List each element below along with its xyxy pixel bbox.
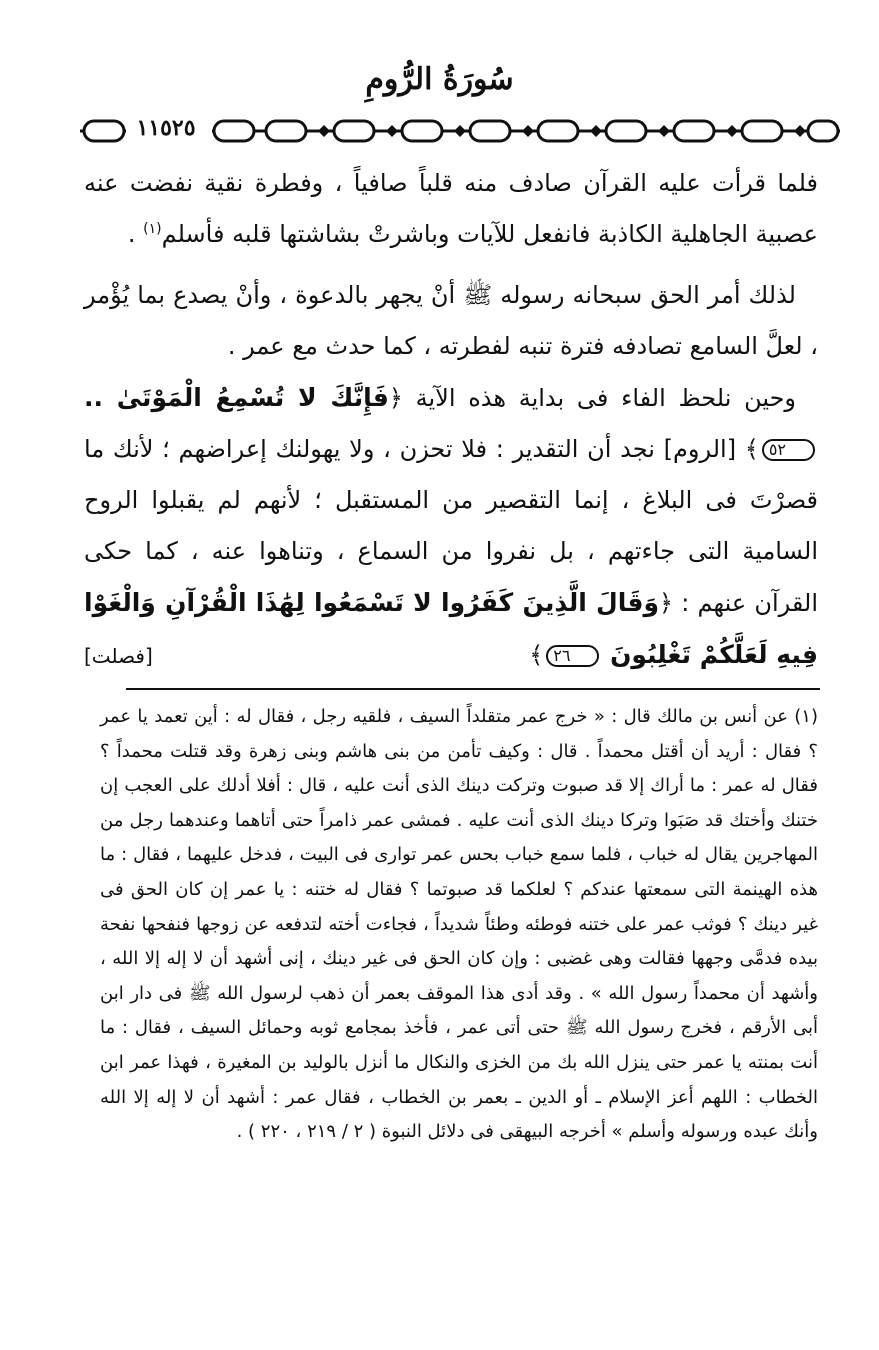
page-number: ١١٥٢٥ (136, 115, 196, 141)
paragraph-2: لذلك أمر الحق سبحانه رسوله ﷺ أنْ يجهر بالدعوة ، وأنْ يصدع بما يُؤْمر ، لعلَّ السامع تصادفه فترة تنبه لفطرته ، كما حدث مع عمر . (84, 281, 818, 360)
paragraph-3-intro: وحين نلحظ الفاء فى بداية هذه الآية (402, 384, 796, 412)
paragraph-1 (84, 158, 818, 260)
quran-bracket-close-2: ﴾ (529, 641, 544, 669)
quran-bracket-close: ﴾ (744, 435, 759, 463)
footnote-marker: (١) (143, 221, 162, 237)
quran-bracket-open: ﴿ (388, 384, 403, 412)
ayah-number-2: ٢٦ (546, 645, 599, 667)
surah-reference-2: [فصلت] (84, 644, 153, 668)
paragraph-3-body: نجد أن التقدير : فلا تحزن ، ولا يهولنك إعراضهم ؛ لأنك ما قصرْتَ فى البلاغ ، إنما التقصير من المستقبل ؛ لأنهم لم يقبلوا الروح السامية التى جاءتهم ، بل نفروا من السماع ، وتناهوا عنه ، كما حكى القرآن عنهم : (84, 435, 818, 617)
surah-title: سُورَةُ الرُّومِ (365, 62, 514, 97)
quran-bracket-open-2: ﴿ (659, 589, 674, 617)
footnote (100, 700, 818, 1150)
footnote-text: (١) عن أنس بن مالك قال : « خرج عمر متقلداً السيف ، فلقيه رجل ، فقال له : أين تعمد يا عمر ؟ فقال : أريد أن أقتل محمداً . قال : وكيف تأمن من بنى هاشم وبنى زهرة وقد قتلت محمداً ؟ فقال له عمر : ما أراك إلا قد صبوت وتركت دينك الذى أنت عليه ، قال : أفلا أدلك على العجب إن ختنك وأختك قد صَبَوا وتركا دينك الذى أنت عليه . فمشى عمر ذامراً حتى أتاهما وعندهما رجل من المهاجرين يقال له خباب ، فلما سمع خباب بحس عمر توارى فى البيت ، فدخل عليهما ، فقال : ما هذه الهينمة التى سمعتها عندكم ؟ لعلكما قد صبوتما ؟ فقال له ختنه : يا عمر إن كان الحق فى غير دينك ؟ فوثب عمر على ختنه فوطئه وطئاً شديداً ، فجاءت أخته لتدفعه عن زوجها فنفحها نفحة بيده فدمَّى وجهها فقالت وهى غضبى : وإن كان الحق فى غير دينك ، إنى أشهد أن لا إله إلا الله ، وأشهد أن محمداً رسول الله » . وقد أدى هذا الموقف بعمر أن ذهب لرسول الله ﷺ فى دار ابن أبى الأرقم ، فخرج رسول الله ﷺ حتى أتى عمر ، فأخذ بمجامع ثوبه وحمائل السيف ، فقال : ما أنت بمنته يا عمر حتى ينزل الله بك من الخزى والنكال ما أنزل بالوليد بن المغيرة ، فهذا عمر ابن الخطاب : اللهم أعز الإسلام ـ أو الدين ـ بعمر بن الخطاب ، فقال عمر : أشهد أن لا إله إلا الله وأنك عبده ورسوله وأسلم » أخرجه البيهقى فى دلائل النبوة ( ٢ / ٢١٩ ، ٢٢٠ ) . (100, 706, 818, 1143)
quran-verse-2: وَقَالَ الَّذِينَ كَفَرُوا لا تَسْمَعُوا لِهَٰذَا الْقُرْآنِ وَالْغَوْا فِيهِ لَعَلَّكُمْ تَغْلِبُونَ (84, 588, 818, 669)
surah-reference: [الروم] (663, 435, 745, 463)
paragraph-1-end: . (127, 220, 144, 248)
main-text (84, 158, 818, 682)
quran-verse: فَإِنَّكَ لا تُسْمِعُ الْمَوْتَىٰ .. (84, 383, 389, 412)
paragraph-3 (84, 372, 818, 681)
ayah-number: ٥٢ (762, 439, 815, 461)
footnote-divider (126, 688, 820, 690)
paragraph-1-text: فلما قرأت عليه القرآن صادف منه قلباً صافياً ، وفطرة نقية نفضت عنه عصبية الجاهلية الكاذبة فانفعل للآيات وباشرتْ بشاشتها قلبه فأسلم (84, 169, 818, 248)
